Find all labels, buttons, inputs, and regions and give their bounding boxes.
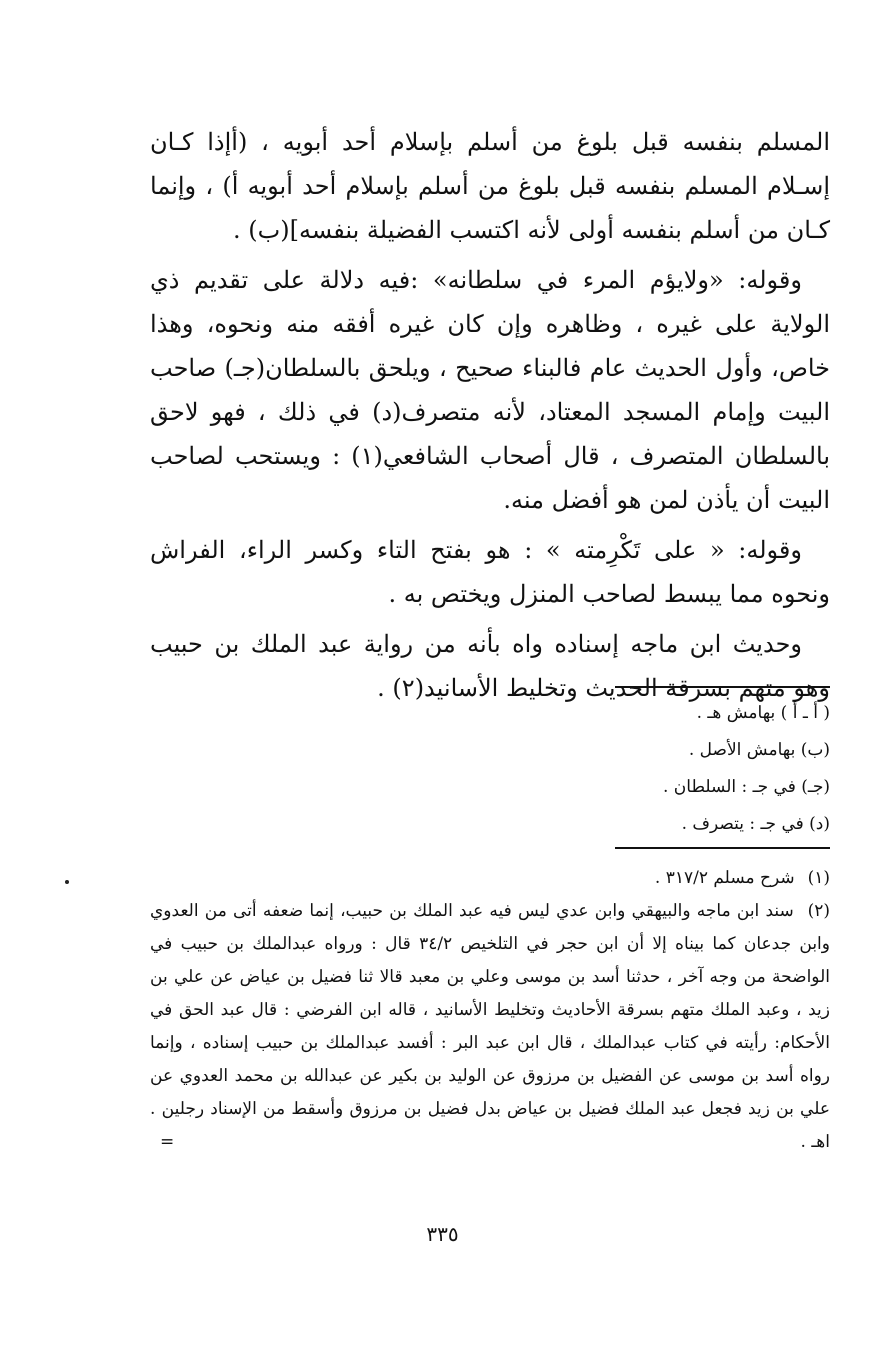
main-paragraph: المسلم بنفسه قبل بلوغ من أسلم بإسلام أحد أبويه ، (أإذا كـان إسـلام المسلم بنفسه قبل بلوغ من أسلم بإسلام أحد أبويه أ) ، وإنما كـان من أسلم بنفسه أولى لأنه اكتسب الفضيلة بنفسه](ب) . <box>150 128 830 244</box>
footnotes <box>150 862 830 1159</box>
main-text-body <box>150 120 830 716</box>
footnote-text: شرح مسلم ٣١٧/٢ . <box>654 868 795 888</box>
manuscript-note: ( أ ـ أ ) بهامش هـ . <box>696 703 830 723</box>
manuscript-note: (د) في جـ : يتصرف . <box>681 814 830 834</box>
footnotes-divider <box>615 847 830 849</box>
manuscript-notes <box>530 695 830 843</box>
main-paragraph: وقوله: « على تَكْرِمته » : هو بفتح التاء وكسر الراء، الفراش ونحوه مما يبسط لصاحب المنزل ويختص به . <box>150 536 830 608</box>
footnote-1 <box>150 862 830 895</box>
manuscript-note: (جـ) في جـ : السلطان . <box>663 777 830 797</box>
footnote-number: (١) <box>807 868 830 888</box>
footnote-2 <box>150 895 830 1159</box>
page-number: ٣٣٥ <box>426 1222 459 1246</box>
continuation-mark: = <box>160 1132 175 1152</box>
footnote-number: (٢) <box>807 901 831 921</box>
footnote-text: سند ابن ماجه والبيهقي وابن عدي ليس فيه عبد الملك بن حبيب، إنما ضعفه أتى من العدوي وابن جدعان كما بيناه إلا أن ابن حجر في التلخيص ٣٤/٢ قال : ورواه عبدالملك بن حبيب في الواضحة من وجه آخر ، حدثنا أسد بن موسى وعلي بن معبد قالا ثنا فضيل بن عياض عن علي بن زيد ، وعبد الملك متهم بسرقة الأحاديث وتخليط الأسانيد ، قاله ابن الفرضي : قال عبد الحق في الأحكام: رأيته في كتاب عبدالملك ، قال ابن عبد البر : أفسد عبدالملك بن حبيب إسناده ، وإنما رواه أسد بن موسى عن الفضيل بن مرزوق عن الوليد بن بكير عن عبدالله بن محمد العدوي عن علي بن زيد فجعل عبد الملك فضيل بن عياض بدل فضيل بن مرزوق وأسقط من الإسناد رجلين . اهـ . <box>150 901 830 1152</box>
notes-divider <box>615 686 830 688</box>
stray-mark <box>65 880 69 884</box>
manuscript-note: (ب) بهامش الأصل . <box>688 740 830 760</box>
main-paragraph: وحديث ابن ماجه إسناده واه بأنه من رواية عبد الملك بن حبيب وهو متهم بسرقة الحديث وتخليط الأسانيد(٢) . <box>150 630 830 702</box>
main-paragraph: وقوله: «ولايؤم المرء في سلطانه» :فيه دلالة على تقديم ذي الولاية على غيره ، وظاهره وإن كان غيره أفقه منه ونحوه، وهذا خاص، وأول الحديث عام فالبناء صحيح ، ويلحق بالسلطان(جـ) صاحب البيت وإمام المسجد المعتاد، لأنه متصرف(د) في ذلك ، فهو لاحق بالسلطان المتصرف ، قال أصحاب الشافعي(١) : ويستحب لصاحب البيت أن يأذن لمن هو أفضل منه. <box>150 266 830 514</box>
